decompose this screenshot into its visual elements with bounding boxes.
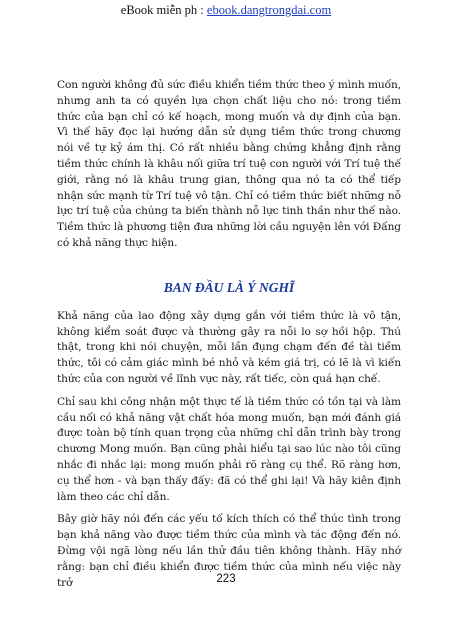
- section-title: BAN ĐẦU LÀ Ý NGHĨ: [163, 279, 295, 295]
- paragraph-3: Bây giờ hãy nói đến các yếu tố kích thích có thể thúc tình trong bạn khả năng vào được tiềm thức của mình và tác động đến nó. Đừng vội ngã lòng nếu lần thử đầu tiên không thành. Hãy nhớ rằng: bạn chỉ điều khiển được tiềm thức của mình nếu việc này trở: [57, 513, 401, 589]
- page-header: [0, 3, 452, 17]
- paragraph-2: Chỉ sau khi công nhận một thực tế là tiềm thức có tồn tại và làm cầu nối có khả năng vật chất hóa mong muốn, bạn mới đánh giá được toàn bộ tính quan trọng của những chỉ dẫn trình bày trong chương Mong muốn. Bạn cũng phải hiểu tại sao lúc nào tôi cũng nhắc đi nhắc lại: mong muốn phải rõ ràng cụ thể. Rõ ràng hơn, cụ thể hơn - và bạn thấy đấy: đã có thể ghi lại! Và hãy kiên định làm theo các chỉ dẫn.: [57, 395, 401, 503]
- header-prefix: eBook miễn ph :: [120, 3, 207, 17]
- page-content: [57, 78, 401, 591]
- paragraph-intro: Con người không đủ sức điều khiển tiềm thức theo ý mình muốn, nhưng anh ta có quyền lựa chọn chất liệu cho nó: trong tiềm thức của bạn chỉ có kế hoạch, mong muốn và dự định của bạn. Vì thế hãy đọc lại hướng dẫn sử dụng tiềm thức trong chương nói về tự kỷ ám thị. Có rất nhiều bằng chứng khẳng định rằng tiềm thức chính là khâu nối giữa trí tuệ con người với Trí tuệ thế giới, rằng nó là khâu trung gian, thông qua nó ta có thể tiếp nhận sức mạnh từ Trí tuệ vô tận. Chỉ có tiềm thức biết những nỗ lực trí tuệ của chúng ta biến thành nỗ lực tinh thần như thế nào. Tiềm thức là phương tiện đưa những lời cầu nguyện lên với Đấng có khả năng thực hiện.: [57, 79, 401, 249]
- page-number: 223: [216, 573, 236, 585]
- paragraph-1: Khả năng của lao động xây dựng gắn với tiềm thức là vô tận, không kiểm soát được và thường gây ra nỗi lo sợ hồi hộp. Thú thật, trong khi nói chuyện, mỗi lần đụng chạm đến đề tài tiềm thức, tôi có cảm giác mình bé nhỏ và kém giá trị, có lẽ là vì kiến thức của con người về lĩnh vực này, rất tiếc, còn quá hạn chế.: [57, 309, 401, 385]
- ebook-site-link[interactable]: ebook.dangtrongdai.com: [206, 3, 332, 17]
